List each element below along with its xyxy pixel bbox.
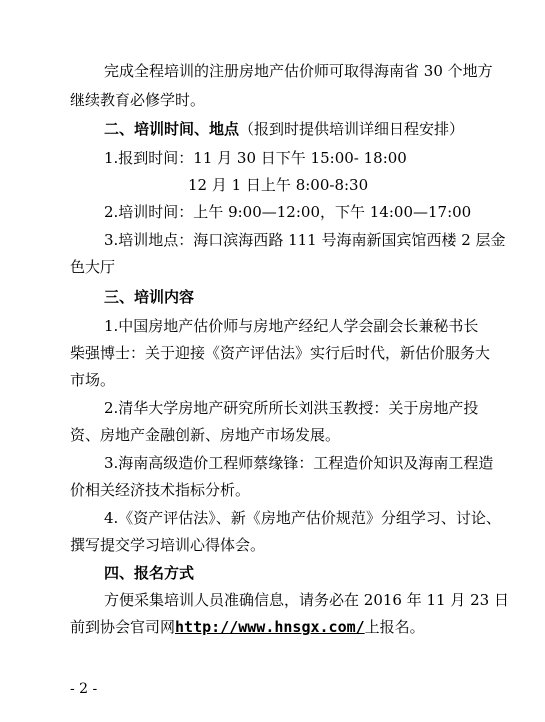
section-2-item-1-line-2: 12 月 1 日上午 8:00-8:30 — [188, 176, 369, 194]
section-3-heading: 三、培训内容 — [104, 288, 195, 306]
registration-link[interactable]: http://www.hnsgx.com/ — [175, 618, 365, 636]
section-3-item-2-line-2: 资、房地产金融创新、房地产市场发展。 — [70, 426, 341, 444]
section-3-item-1-line-1: 1.中国房地产估价师与房地产经纪人学会副会长兼秘书长 — [104, 317, 479, 335]
section-4-line-2 — [70, 617, 425, 637]
page-number: - 2 - — [70, 681, 98, 697]
section-3-item-1-line-3: 市场。 — [70, 371, 116, 389]
section-3-item-4-line-2: 撰写提交学习培训心得体会。 — [70, 536, 266, 554]
section-2-item-3-line-1: 3.培训地点：海口滨海西路 111 号海南新国宾馆西楼 2 层金 — [104, 231, 506, 249]
section-2-item-3-line-2: 色大厅 — [70, 258, 116, 276]
section-2-heading: 二、培训时间、地点 — [104, 120, 240, 138]
section-3-item-3-line-1: 3.海南高级造价工程师蔡缘锋：工程造价知识及海南工程造 — [104, 454, 494, 472]
section-2-item-1-line-1: 1.报到时间：11 月 30 日下午 15:00- 18:00 — [104, 149, 407, 167]
section-4-line-2-prefix: 前到协会官司网 — [70, 618, 176, 636]
intro-line-1: 完成全程培训的注册房地产估价师可取得海南省 30 个地方 — [104, 62, 493, 80]
section-3-item-2-line-1: 2.清华大学房地产研究所所长刘洪玉教授：关于房地产投 — [104, 399, 479, 417]
section-4-line-1: 方便采集培训人员准确信息，请务必在 2016 年 11 月 23 日 — [104, 591, 509, 609]
section-2-item-2: 2.培训时间：上午 9:00—12:00，下午 14:00—17:00 — [104, 203, 472, 221]
section-3-item-3-line-2: 价相关经济技术指标分析。 — [70, 481, 251, 499]
section-2-heading-note: （报到时提供培训详细日程安排） — [239, 120, 465, 138]
section-4-line-2-suffix: 上报名。 — [364, 618, 425, 636]
section-3-item-1-line-2: 柴强博士：关于迎接《资产评估法》实行后时代，新估价服务大 — [70, 344, 491, 362]
section-2-heading-line — [104, 119, 464, 139]
section-3-item-4-line-1: 4.《资产评估法》、新《房地产估价规范》分组学习、讨论、 — [104, 509, 501, 527]
section-4-heading: 四、报名方式 — [104, 564, 195, 582]
intro-line-2: 继续教育必修学时。 — [70, 91, 206, 109]
